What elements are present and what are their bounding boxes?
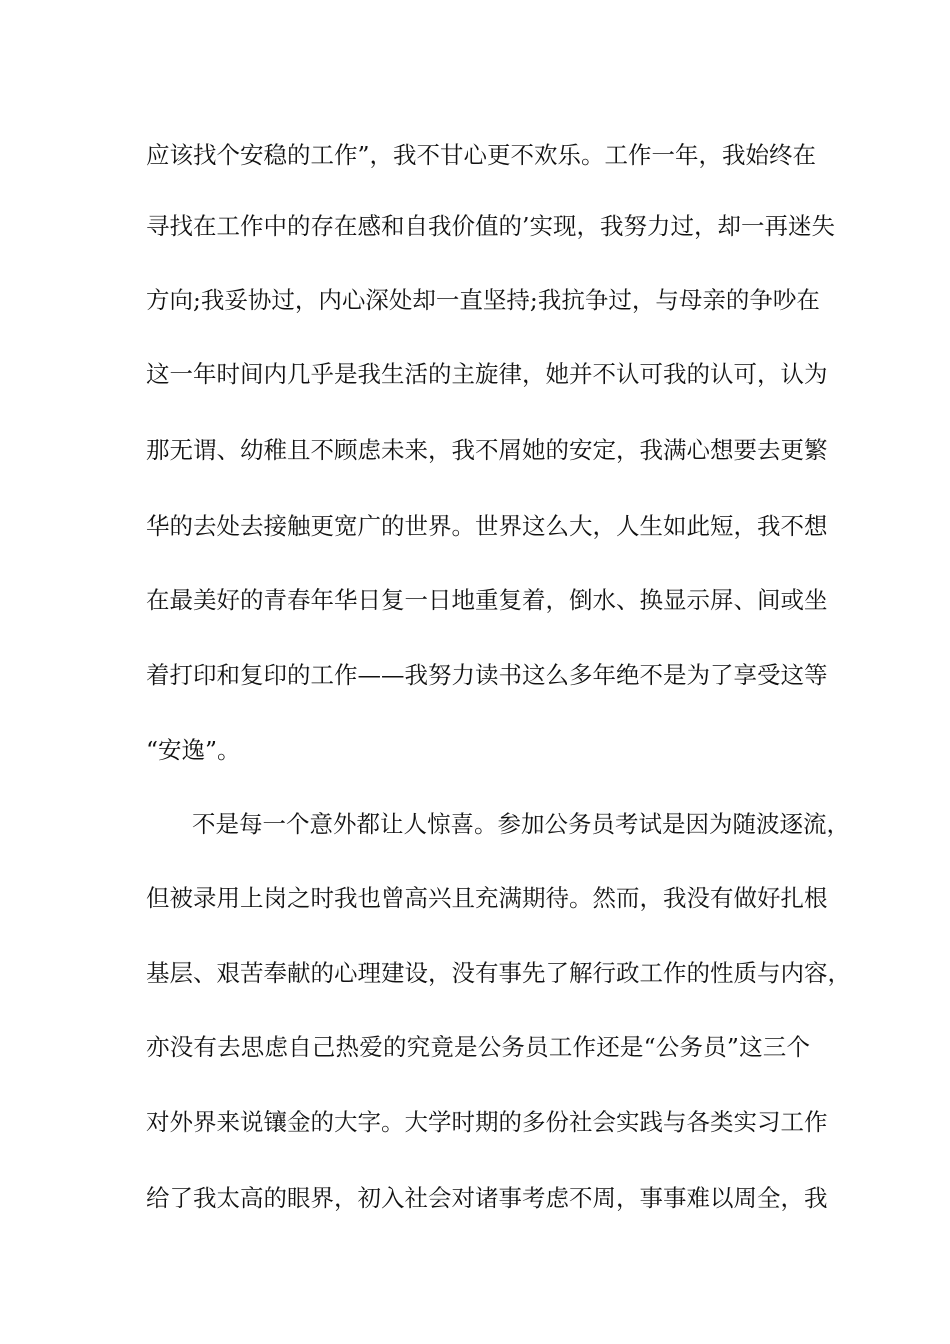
paragraph-line: 给了我太高的眼界，初入社会对诸事考虑不周，事事难以周全，我 xyxy=(146,1184,828,1212)
paragraph-line: 在最美好的青春年华日复一日地重复着，倒水、换显示屏、间或坐 xyxy=(146,586,828,614)
paragraph-line: 但被录用上岗之时我也曾高兴且充满期待。然而，我没有做好扎根 xyxy=(146,884,828,912)
paragraph-line: 寻找在工作中的存在感和自我价值的’实现，我努力过，却一再迷失 xyxy=(146,212,835,240)
paragraph-line: 对外界来说镶金的大字。大学时期的多份社会实践与各类实习工作 xyxy=(146,1108,828,1136)
paragraph-line: 亦没有去思虑自己热爱的究竟是公务员工作还是“公务员”这三个 xyxy=(146,1033,810,1061)
paragraph-line: 基层、艰苦奉献的心理建设，没有事先了解行政工作的性质与内容， xyxy=(146,959,851,987)
paragraph-line: 着打印和复印的工作——我努力读书这么多年绝不是为了享受这等 xyxy=(146,661,828,689)
paragraph-line: “安逸”。 xyxy=(146,736,241,764)
paragraph-line: 华的去处去接触更宽广的世界。世界这么大，人生如此短，我不想 xyxy=(146,512,828,540)
paragraph-line: 方向;我妥协过，内心深处却一直坚持;我抗争过，与母亲的争吵在 xyxy=(146,286,820,314)
paragraph-line: 应该找个安稳的工作”，我不甘心更不欢乐。工作一年，我始终在 xyxy=(146,141,817,169)
paragraph-line: 这一年时间内几乎是我生活的主旋律，她并不认可我的认可，认为 xyxy=(146,360,828,388)
paragraph-first-line: 不是每一个意外都让人惊喜。参加公务员考试是因为随波逐流， xyxy=(192,810,850,838)
paragraph-line: 那无谓、幼稚且不顾虑未来，我不屑她的安定，我满心想要去更繁 xyxy=(146,436,828,464)
